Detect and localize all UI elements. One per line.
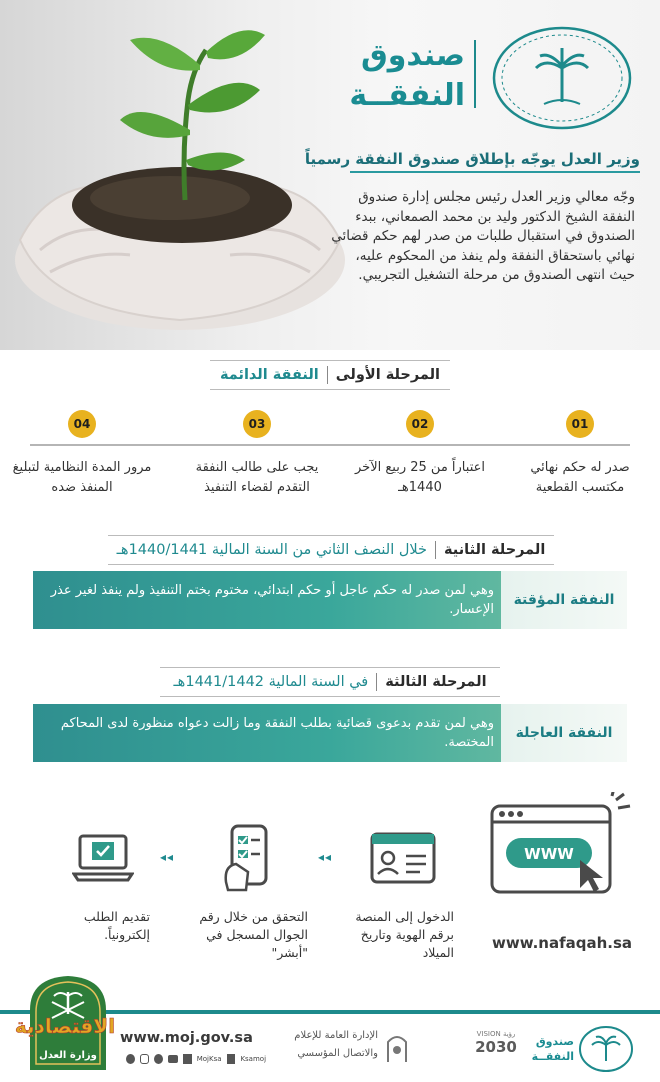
browser-www-icon <box>484 792 634 902</box>
step-number: 02 <box>406 410 434 438</box>
phase1-label: المرحلة الأولى <box>335 367 441 383</box>
chevron-left-icon: ◂◂ <box>160 850 175 864</box>
www-label: WWW <box>524 845 574 863</box>
instagram-icon[interactable] <box>140 1054 149 1064</box>
fund-name-line1: صندوق <box>360 38 465 73</box>
footer-fund-name-line1: صندوق <box>535 1035 574 1048</box>
laptop-submit-icon <box>72 830 134 886</box>
headline-underline <box>350 171 640 173</box>
step-number: 03 <box>243 410 271 438</box>
website-url[interactable]: www.nafaqah.sa <box>492 934 633 952</box>
facebook-icon[interactable] <box>227 1054 236 1064</box>
intro-paragraph: وجّه معالي وزير العدل رئيس مجلس إدارة صندوق النفقة الشيخ الدكتور وليد بن محمد الصمعاني، ببدء الصندوق في استقبال طلبات من صدر لهم حكم قضائي نهائي باستحقاق النفقة ولم ينفذ من المحكوم عليه، حيث انتهى الصندوق من مرحلة التشغيل التجريبي. <box>331 189 635 283</box>
phase3-value: في السنة المالية 1441/1442هـ <box>173 674 369 690</box>
process-step-verify: التحقق من خلال رقم الجوال المسجل في "أبشر" <box>199 909 308 960</box>
hands-with-plant-image <box>10 10 350 340</box>
twitter-icon[interactable] <box>126 1054 135 1064</box>
youtube-icon[interactable] <box>168 1055 178 1063</box>
phase2-header <box>108 535 554 565</box>
chevron-left-icon: ◂◂ <box>318 850 333 864</box>
banner-text: وهي لمن تقدم بدعوى قضائية بطلب النفقة وما زالت دعواه منظورة لدى المحاكم المختصة. <box>60 716 494 750</box>
social-handle: MojKsa <box>196 1055 222 1063</box>
fund-logo-emblem <box>488 24 636 132</box>
banner-text: وهي لمن صدر له حكم عاجل أو حكم ابتدائي، مختوم بختم التنفيذ ولم ينفذ لغير عذر الإعسار. <box>50 583 494 617</box>
step-number: 04 <box>68 410 96 438</box>
ministry-website-url[interactable]: www.moj.gov.sa <box>120 1030 253 1046</box>
step-text: مرور المدة النظامية لتبليغ المنفذ ضده <box>12 460 152 495</box>
step-number: 01 <box>566 410 594 438</box>
headline: وزير العدل يوجّه بإطلاق صندوق النفقة رسمياً <box>304 150 640 168</box>
id-card-icon <box>368 830 440 886</box>
department-name-line1: الإدارة العامة للإعلام <box>294 1030 378 1041</box>
process-step-login: الدخول إلى المنصة برقم الهوية وتاريخ الميلاد <box>355 909 454 960</box>
fund-name-line2: النفقــة <box>349 78 465 113</box>
phase1-value: النفقة الدائمة <box>219 367 319 383</box>
linkedin-icon[interactable] <box>183 1054 192 1064</box>
phase3-separator <box>376 673 377 691</box>
snapchat-icon[interactable] <box>154 1054 163 1064</box>
publisher-watermark: الاقتصادية <box>14 1014 116 1038</box>
step-text: اعتباراً من 25 ربيع الآخر 1440هـ <box>355 460 485 495</box>
department-logo-icon <box>384 1030 410 1064</box>
phase3-header <box>160 667 500 697</box>
vision-2030-logo <box>470 1030 522 1070</box>
banner-title: النفقة العاجلة <box>501 704 627 762</box>
step-text: يجب على طالب النفقة التقدم لقضاء التنفيذ <box>195 460 319 495</box>
logo-divider <box>474 40 476 108</box>
phase1-header <box>210 360 450 390</box>
footer-fund-name-line2: النفقــة <box>531 1050 574 1063</box>
social-handle: Ksamoj <box>240 1055 267 1063</box>
banner-title: النفقة المؤقتة <box>501 571 627 629</box>
social-icons-row <box>126 1052 266 1066</box>
vision-year: 2030 <box>475 1038 517 1056</box>
phase2-label: المرحلة الثانية <box>444 542 546 558</box>
timeline-line <box>30 444 630 446</box>
vision-label: VISION رؤية <box>476 1030 516 1038</box>
process-step-submit: تقديم الطلب إلكترونياً. <box>83 909 150 942</box>
moj-logo-text: وزارة العدل <box>39 1050 97 1061</box>
footer-fund-emblem <box>578 1025 634 1073</box>
department-name-line2: والاتصال المؤسسي <box>297 1048 378 1059</box>
phase2-value: خلال النصف الثاني من السنة المالية 1440/1441هـ <box>116 542 428 558</box>
step-text: صدر له حكم نهائي مكتسب القطعية <box>530 460 630 495</box>
phase2-separator <box>435 541 436 559</box>
phone-verify-icon <box>218 822 280 894</box>
phase3-label: المرحلة الثالثة <box>385 674 487 690</box>
phase1-separator <box>327 366 328 384</box>
